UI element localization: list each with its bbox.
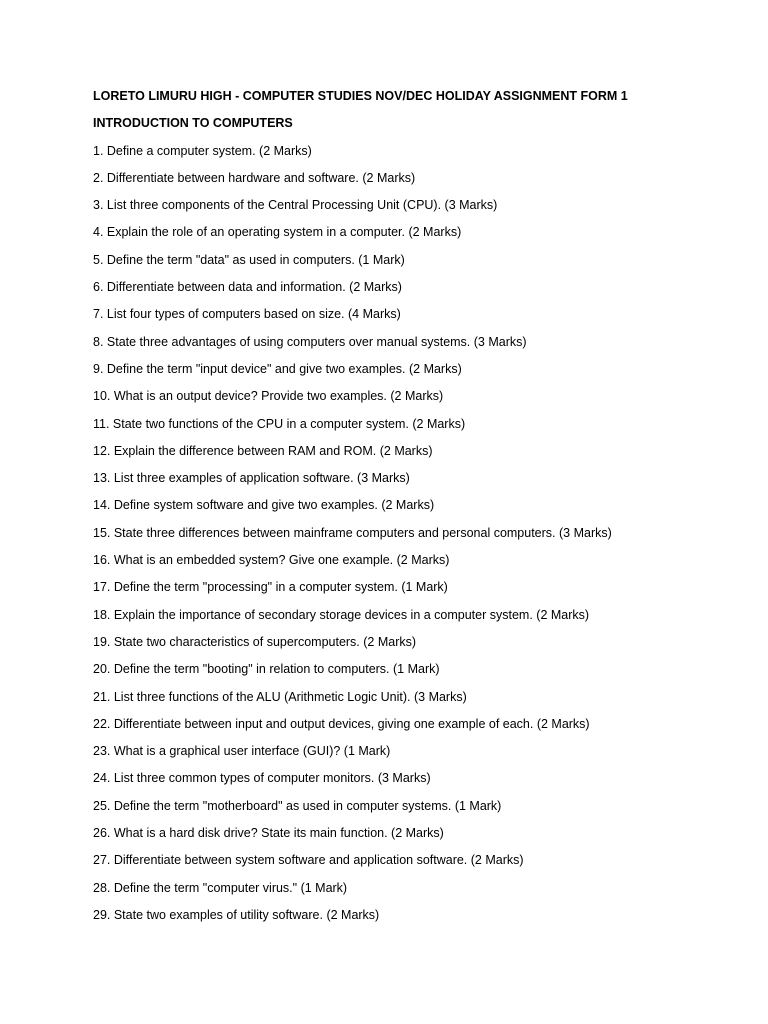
question-item: 15. State three differences between mainframe computers and personal computers. (3 Marks) — [93, 525, 612, 540]
question-item: 28. Define the term "computer virus." (1 Mark) — [93, 880, 348, 895]
question-item: 3. List three components of the Central Processing Unit (CPU). (3 Marks) — [93, 198, 498, 213]
question-item: 18. Explain the importance of secondary storage devices in a computer system. (2 Marks) — [93, 607, 590, 622]
section-title: INTRODUCTION TO COMPUTERS — [93, 116, 293, 131]
question-item: 22. Differentiate between input and output devices, giving one example of each. (2 Marks) — [93, 716, 590, 731]
question-item: 9. Define the term "input device" and give two examples. (2 Marks) — [93, 361, 462, 376]
question-item: 24. List three common types of computer monitors. (3 Marks) — [93, 771, 431, 786]
question-item: 6. Differentiate between data and information. (2 Marks) — [93, 280, 402, 295]
question-item: 23. What is a graphical user interface (GUI)? (1 Mark) — [93, 744, 391, 759]
question-item: 8. State three advantages of using computers over manual systems. (3 Marks) — [93, 334, 527, 349]
question-item: 26. What is a hard disk drive? State its main function. (2 Marks) — [93, 826, 444, 841]
question-item: 21. List three functions of the ALU (Arithmetic Logic Unit). (3 Marks) — [93, 689, 467, 704]
question-item: 14. Define system software and give two examples. (2 Marks) — [93, 498, 435, 513]
document-page — [93, 86, 733, 932]
question-item: 10. What is an output device? Provide two examples. (2 Marks) — [93, 389, 444, 404]
question-item: 11. State two functions of the CPU in a computer system. (2 Marks) — [93, 416, 466, 431]
question-item: 29. State two examples of utility software. (2 Marks) — [93, 907, 380, 922]
document-title: LORETO LIMURU HIGH - COMPUTER STUDIES NOV/DEC HOLIDAY ASSIGNMENT FORM 1 — [93, 89, 628, 103]
question-item: 25. Define the term "motherboard" as used in computer systems. (1 Mark) — [93, 798, 502, 813]
question-item: 1. Define a computer system. (2 Marks) — [93, 143, 312, 158]
question-item: 5. Define the term "data" as used in computers. (1 Mark) — [93, 252, 405, 267]
question-item: 20. Define the term "booting" in relation to computers. (1 Mark) — [93, 662, 440, 677]
question-item: 13. List three examples of application software. (3 Marks) — [93, 471, 410, 486]
question-item: 27. Differentiate between system software and application software. (2 Marks) — [93, 853, 524, 868]
question-item: 19. State two characteristics of supercomputers. (2 Marks) — [93, 634, 417, 649]
question-item: 16. What is an embedded system? Give one example. (2 Marks) — [93, 553, 450, 568]
question-item: 17. Define the term "processing" in a computer system. (1 Mark) — [93, 580, 448, 595]
question-item: 4. Explain the role of an operating system in a computer. (2 Marks) — [93, 225, 462, 240]
question-item: 7. List four types of computers based on size. (4 Marks) — [93, 307, 401, 322]
question-item: 12. Explain the difference between RAM and ROM. (2 Marks) — [93, 443, 433, 458]
question-item: 2. Differentiate between hardware and software. (2 Marks) — [93, 170, 416, 185]
question-list — [93, 141, 733, 933]
